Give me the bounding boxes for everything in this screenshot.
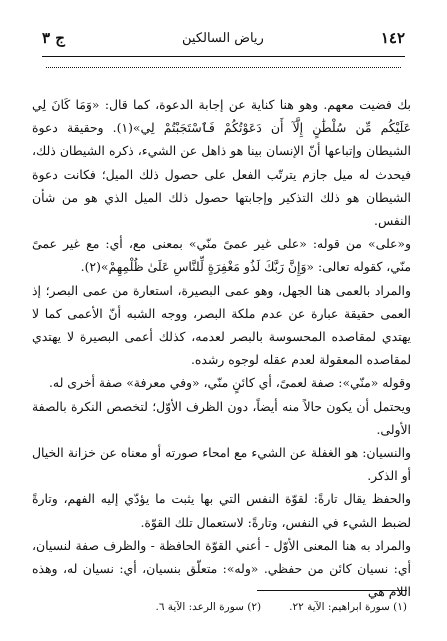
running-header xyxy=(42,25,405,51)
page-number: ١٤٢ xyxy=(380,29,405,47)
paragraph: والحفظ يقال تارةً: لقوّة النفس التي بها يثبت ما يؤدّي إليه الفهم، وتارةً لضبط الشيء في النفس، وتارةً: لاستعمال تلك القوّة. xyxy=(32,491,411,530)
main-text xyxy=(32,93,411,603)
volume-label: ج ٣ xyxy=(42,29,65,47)
paragraph: بك فضيت معهم. وهو هنا كناية عن إجابة الدعوة، كما قال: «وَمَا كَانَ لِي عَلَيْكُم مِّن سُلْطَٰنٍ إِلَّآ أَن دَعَوْتُكُمْ فَٱسْتَجَبْتُمْ لِي»(١). وحقيقة دعوة الشيطان وإتباعها أنّ الإنسان بينا هو ذاهل عن الشيء، ذكره الشيطان ذلك، فيحدث له ميل جازم يترتّب الفعل على حصول ذلك الميل؛ فكانت دعوة الشيطان هو ذلك التذكير وإجابتها حصول ذلك الميل الذي هو من شأن النفس. xyxy=(32,97,411,229)
paragraph: والمراد به هنا المعنى الأوّل - أعني القوّة الحافظة - والظرف صفة لنسيان، أي: نسيان كائن من حفظي. «وله»: متعلّق بنسيان، أي: نسيان له، وهذه اللام هي xyxy=(32,537,411,600)
paragraph: والنسيان: هو الغفلة عن الشيء مع امحاء صورته أو معناه عن خزانة الخيال أو الذكر. xyxy=(32,445,411,484)
paragraph: والمراد بالعمى هنا الجهل، وهو عمى البصيرة، استعارة من عمى البصر؛ إذ العمى حقيقة عبارة عن عدم ملكة البصر، ووجه الشبه أنّ الأعمى كما لا يهتدي لمقاصده المحسوسة بالبصر لعدمه، كذلك أعمى البصيرة لا يهتدي لمقاصده المعقولة لعدم عقله لوجوه رشده. xyxy=(32,282,411,368)
footnote-1: (١) سورة ابراهيم: الآية ٢٢. xyxy=(289,601,407,613)
paragraph: ويحتمل أن يكون حالاً منه أيضاً، دون الظرف الأوّل؛ لتخصص النكرة بالصفة الأولى. xyxy=(32,398,411,437)
dotted-separator xyxy=(46,67,401,68)
footnote-2: (٢) سورة الرعد: الآية ٦. xyxy=(155,601,262,613)
book-title: رياض السالكين xyxy=(182,30,264,46)
paragraph: و«على» من قوله: «على غير عمىً منّي» بمعنى مع، أي: مع غير عمىً منّي، كقوله تعالى: «وَإِنَّ رَبَّكَ لَذُو مَغْفِرَةٍ لِّلنَّاسِ عَلَىٰ ظُلْمِهِمْ»(٢). xyxy=(32,236,411,275)
header-rule xyxy=(42,56,405,57)
paragraph: وقوله «منّي»: صفة لعمىً، أي كائنٍ منّي، «وفي معرفة» صفة أخرى له. xyxy=(48,375,411,391)
footnotes xyxy=(40,601,407,613)
footnote-rule xyxy=(257,590,407,591)
